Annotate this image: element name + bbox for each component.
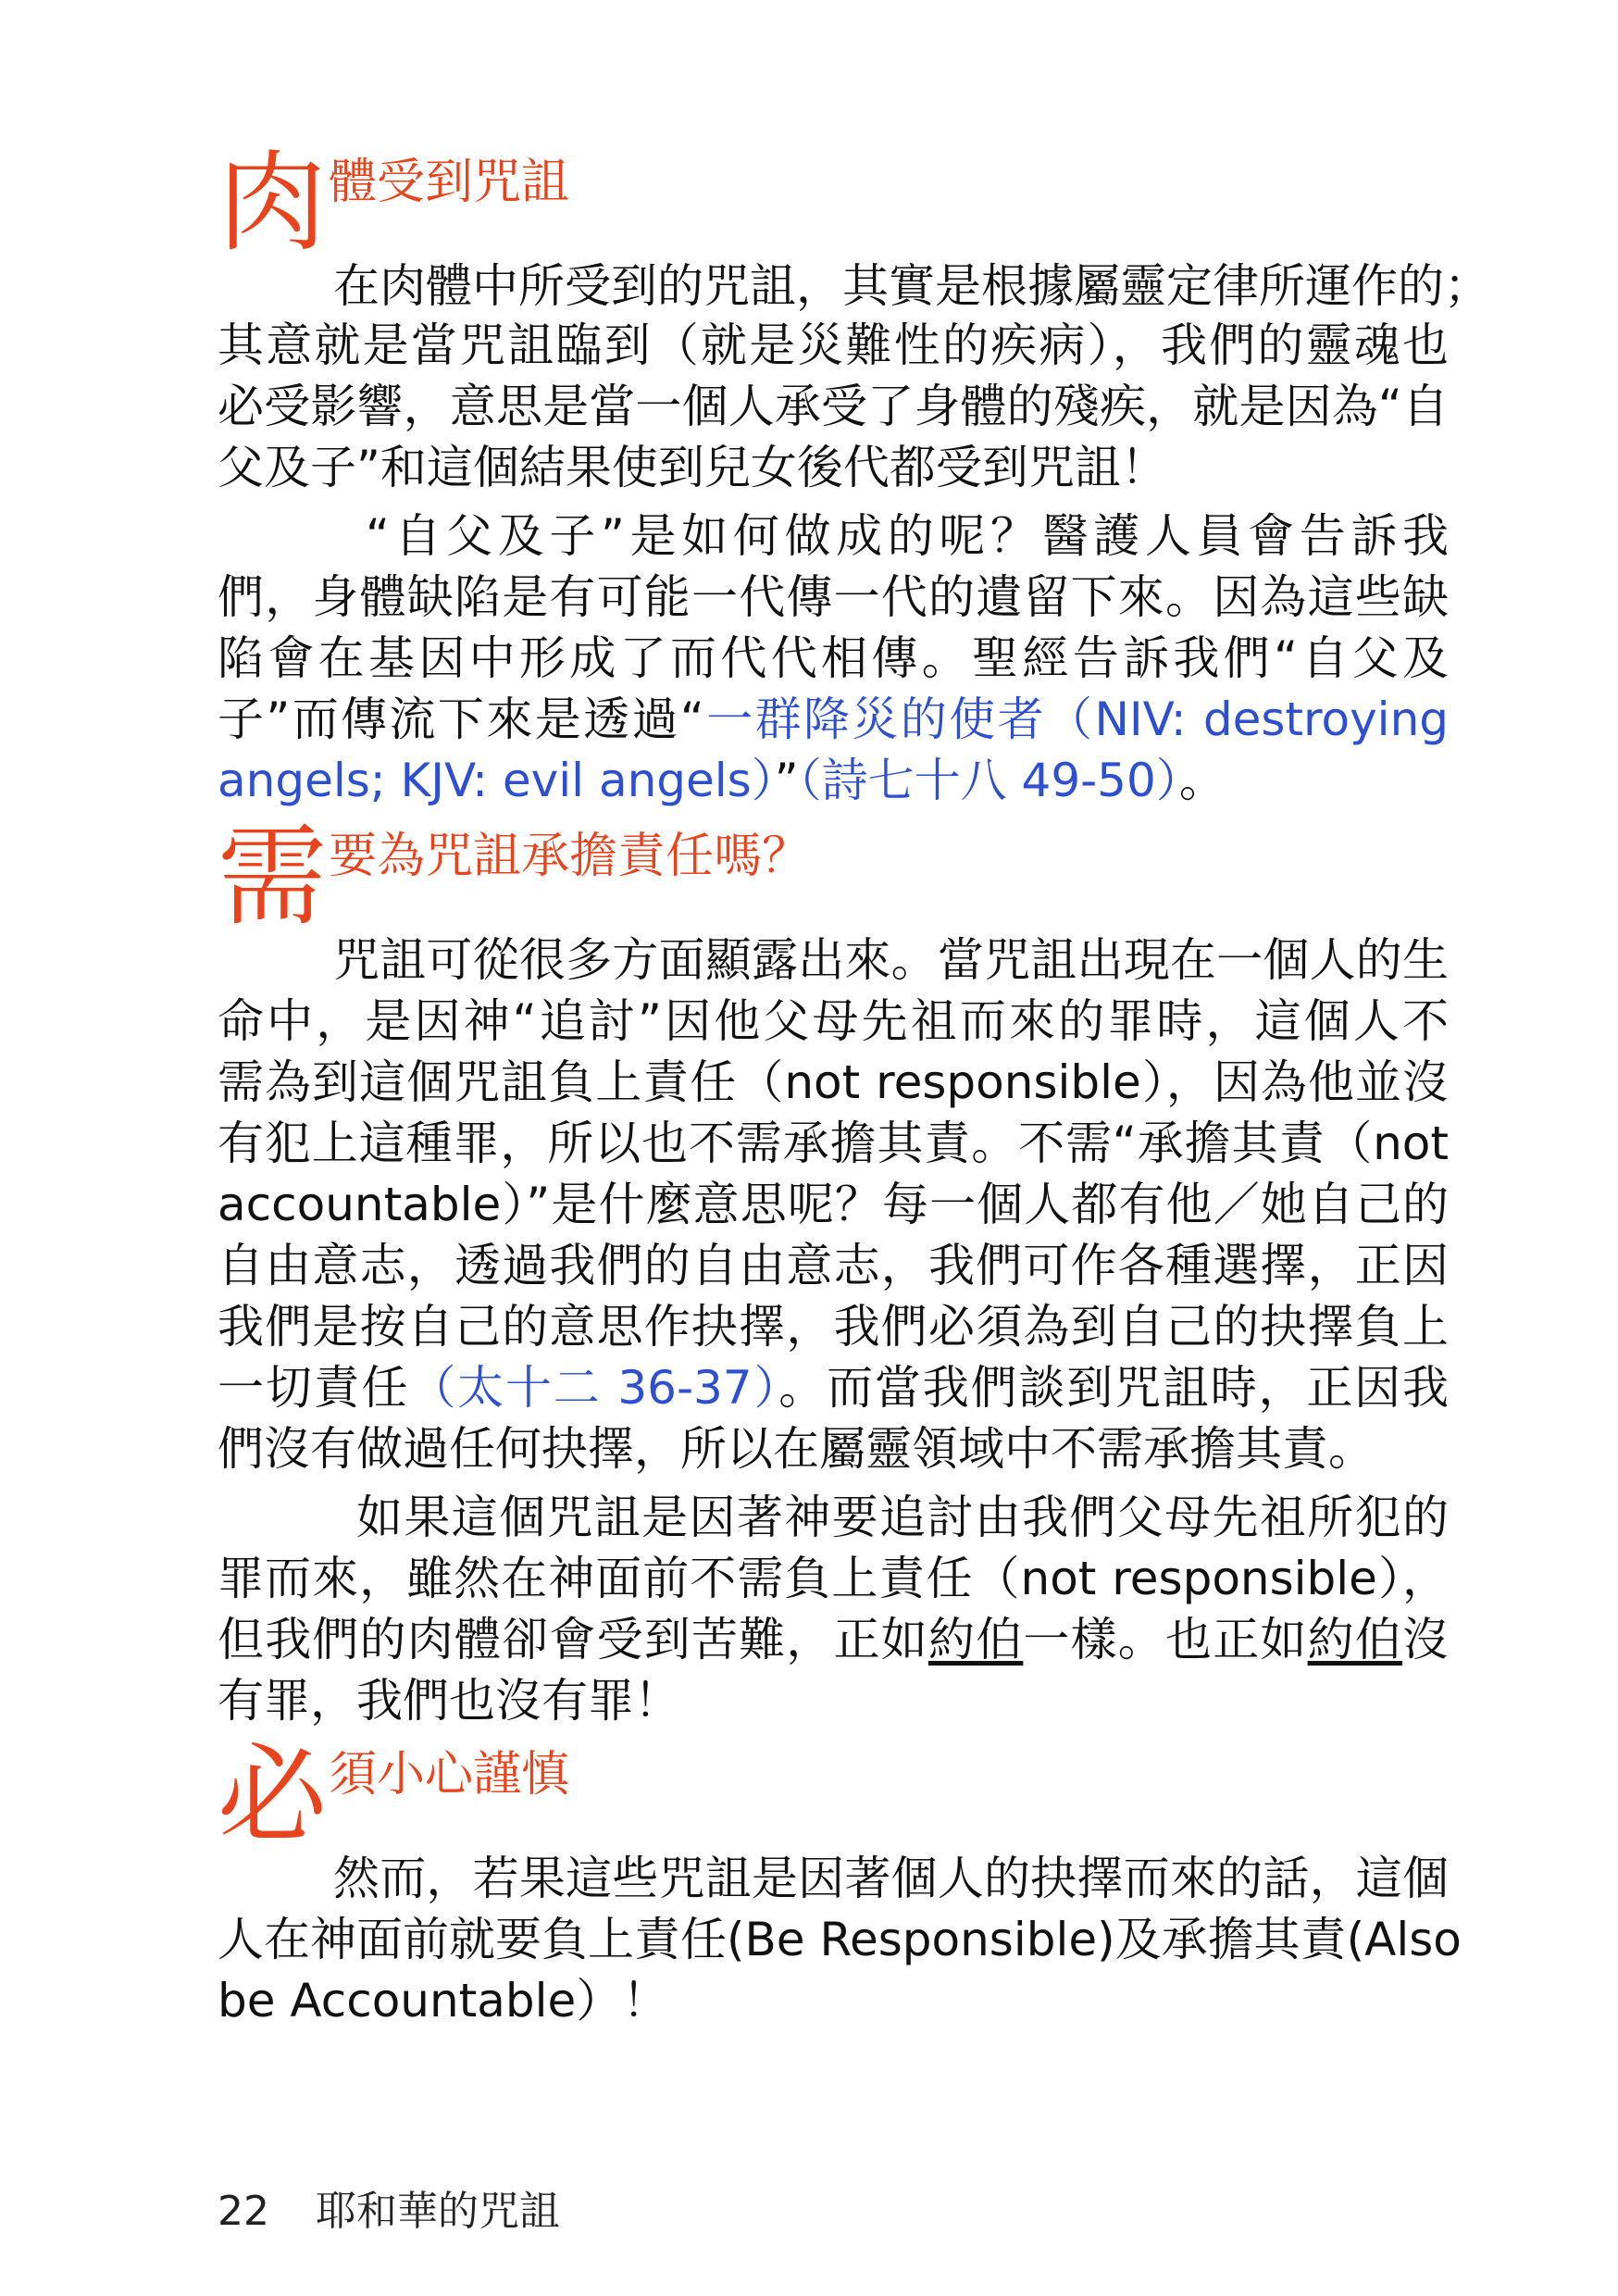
section-2	[218, 813, 1450, 1728]
paragraph-line: 父及子”和這個結果使到兒女後代都受到咒詛！	[218, 441, 1167, 494]
section-heading: 體受到咒詛	[329, 155, 570, 210]
paragraph-line: 自由意志，透過我們的自由意志，我們可作各種選擇，正因	[218, 1239, 1449, 1292]
paragraph-line: 們沒有做過任何抉擇，所以在屬靈領域中不需承擔其責。	[218, 1422, 1375, 1476]
section-1	[218, 139, 1490, 815]
text-span: 。	[1178, 754, 1226, 807]
text-span: 但我們的肉體卻會受到苦難，正如	[218, 1613, 928, 1666]
text-span: 沒	[1402, 1613, 1450, 1666]
underlined-name: 約伯	[928, 1613, 1024, 1666]
section-heading: 須小心謹慎	[329, 1747, 570, 1803]
paragraph-line: 人在神面前就要負上責任(Be Responsible)及承擔其責(Also	[218, 1913, 1462, 1966]
scripture-reference: angels; KJV: evil angels）	[218, 754, 775, 807]
paragraph-line: 有犯上這種罪，所以也不需承擔其責。不需“承擔其責（not	[218, 1117, 1449, 1170]
page-number: 22	[218, 2188, 269, 2235]
paragraph-line: 咒詛可從很多方面顯露出來。當咒詛出現在一個人的生	[333, 933, 1449, 987]
page-footer	[218, 2177, 560, 2237]
paragraph-line: 需為到這個咒詛負上責任（not responsible），因為他並沒	[218, 1055, 1449, 1109]
text-span: 子”而傳流下來是透過“	[218, 693, 704, 746]
paragraph-line: 必受影響，意思是當一個人承受了身體的殘疾，就是因為“自	[218, 380, 1449, 433]
dropcap: 肉	[218, 139, 328, 267]
scripture-reference: （詩七十八 49-50）	[798, 754, 1179, 807]
section-3	[218, 1731, 1462, 2046]
paragraph-line: “自父及子”是如何做成的呢？醫護人員會告訴我	[366, 509, 1449, 563]
scripture-reference: （太十二 36-37）	[409, 1361, 779, 1415]
underlined-name: 約伯	[1307, 1613, 1403, 1666]
text-span: ”	[774, 754, 799, 807]
paragraph-line: 我們是按自己的意思作抉擇，我們必須為到自己的抉擇負上	[218, 1300, 1449, 1354]
paragraph-line: 罪而來，雖然在神面前不需負上責任（not responsible），	[218, 1552, 1449, 1605]
section-heading: 要為咒詛承擔責任嗎？	[329, 829, 811, 884]
paragraph-line	[218, 1357, 1449, 1418]
paragraph-line: be Accountable）！	[218, 1974, 669, 2028]
paragraph-line: 然而，若果這些咒詛是因著個人的抉擇而來的話，這個	[333, 1852, 1449, 1905]
paragraph-line	[218, 1609, 1449, 1670]
paragraph-line: 有罪，我們也沒有罪！	[218, 1674, 680, 1728]
paragraph-line: accountable）”是什麼意思呢？每一個人都有他／她自己的	[218, 1178, 1449, 1231]
dropcap: 必	[218, 1731, 328, 1859]
paragraph-line: 們，身體缺陷是有可能一代傳一代的遺留下來。因為這些缺	[218, 570, 1449, 624]
paragraph-line: 陷會在基因中形成了而代代相傳。聖經告訴我們“自父及	[218, 631, 1449, 685]
book-title: 耶和華的咒詛	[316, 2188, 560, 2235]
paragraph-line: 如果這個咒詛是因著神要追討由我們父母先祖所犯的	[356, 1491, 1449, 1544]
paragraph-line: 命中，是因神“追討”因他父母先祖而來的罪時，這個人不	[218, 994, 1449, 1048]
paragraph-line: 在肉體中所受到的咒詛，其實是根據屬靈定律所運作的；	[333, 259, 1490, 313]
scripture-reference: 一群降災的使者（NIV: destroying	[703, 693, 1449, 746]
dropcap: 需	[218, 813, 328, 941]
paragraph-line	[218, 750, 1449, 811]
text-span: 一樣。也正如	[1023, 1613, 1308, 1666]
paragraph-line	[218, 689, 1449, 750]
paragraph-line: 其意就是當咒詛臨到（就是災難性的疾病），我們的靈魂也	[218, 318, 1449, 372]
text-span: 一切責任	[218, 1361, 410, 1415]
text-span: 。而當我們談到咒詛時，正因我	[778, 1361, 1450, 1415]
